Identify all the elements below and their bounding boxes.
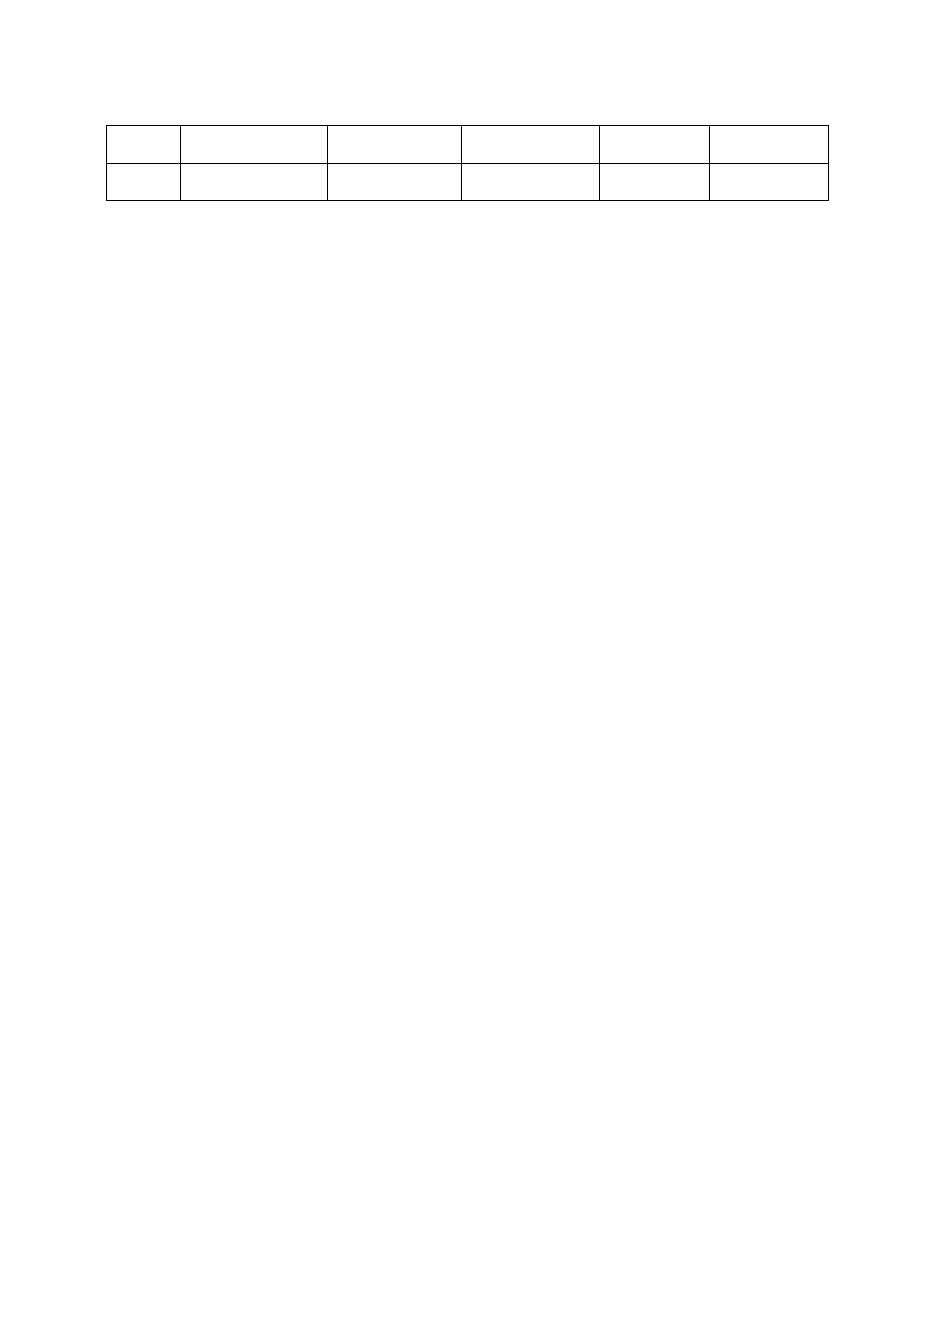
header-cell-no	[107, 126, 181, 164]
header-cell-type	[328, 126, 462, 164]
total-empty-cell	[328, 164, 462, 201]
table-total-row	[107, 164, 829, 201]
total-no-cell	[107, 164, 181, 201]
total-label-cell	[181, 164, 328, 201]
section-2-heading	[116, 933, 134, 952]
header-cell-length	[600, 126, 710, 164]
header-cell-pile	[181, 126, 328, 164]
header-cell-volume	[710, 126, 829, 164]
section-2-1-heading	[172, 983, 182, 1007]
header-cell-holes	[462, 126, 600, 164]
total-empty-cell	[600, 164, 710, 201]
total-empty-cell	[462, 164, 600, 201]
total-volume-cell	[710, 164, 829, 201]
culvert-earthwork-table	[106, 125, 829, 201]
table-header-row	[107, 126, 829, 164]
